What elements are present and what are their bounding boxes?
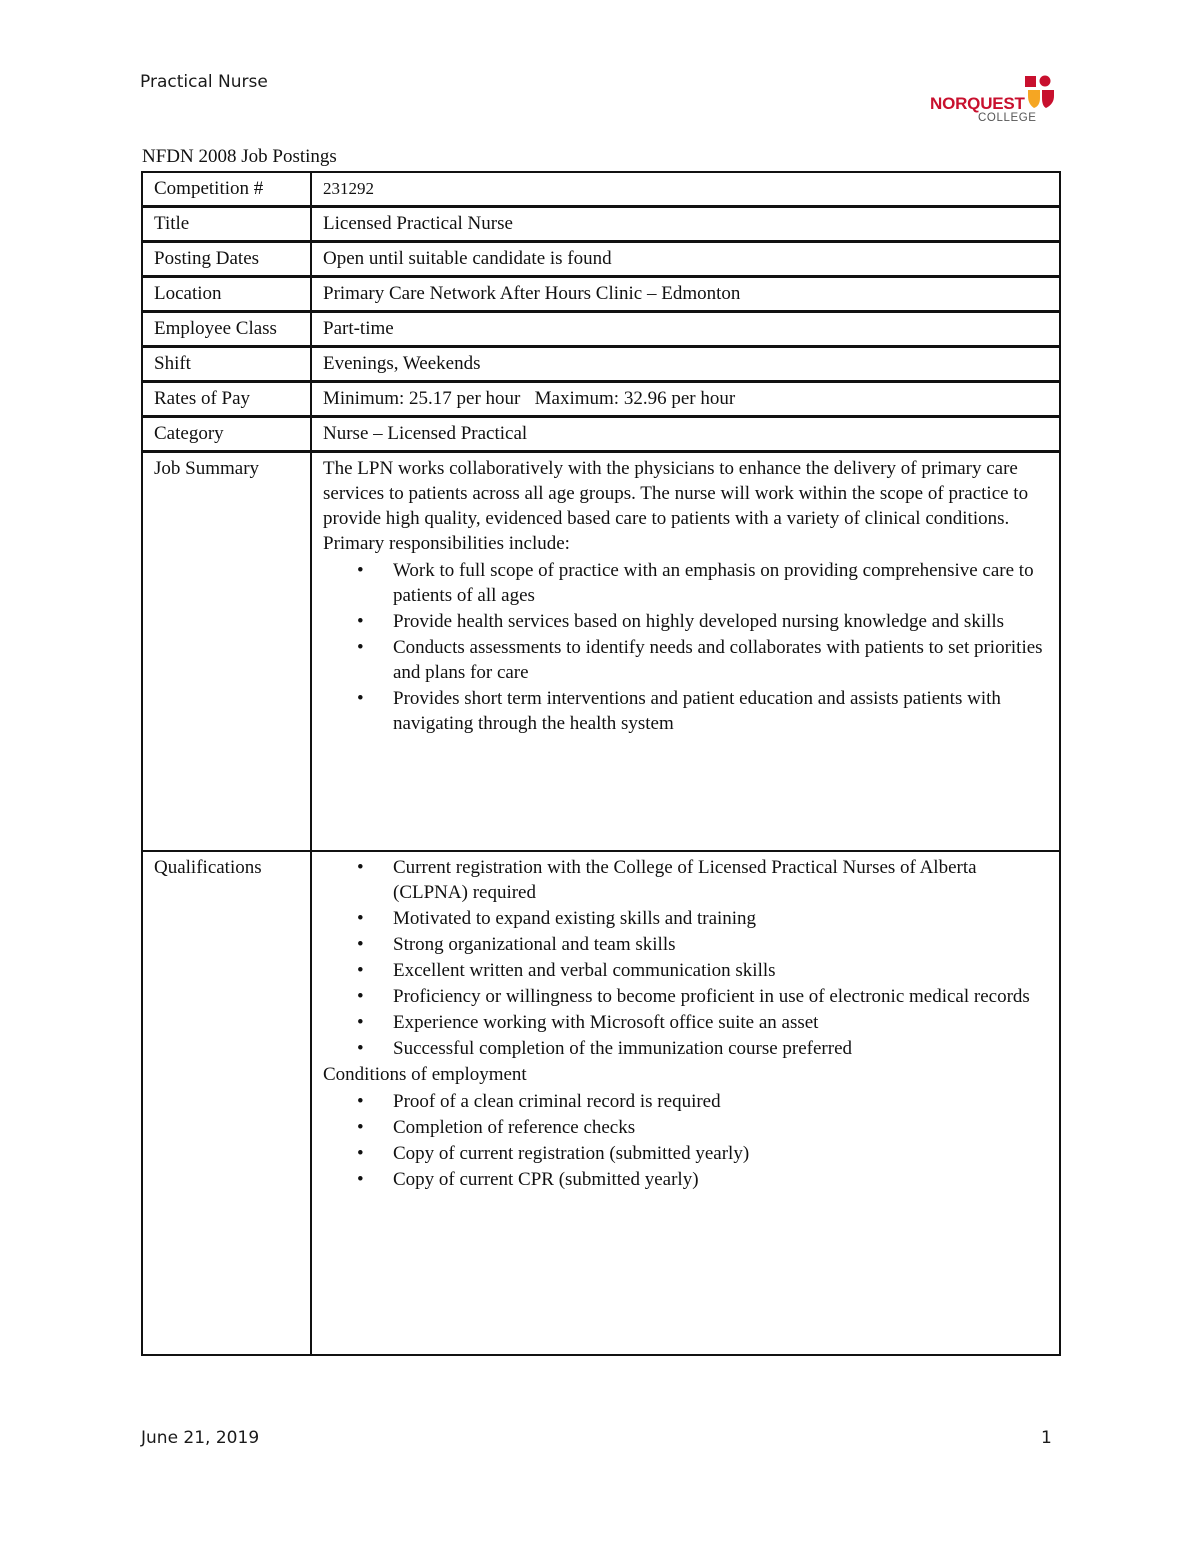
footer-date: June 21, 2019 — [141, 1428, 260, 1448]
responsibilities-list — [323, 558, 1049, 736]
logo-wordmark: NORQUEST — [930, 94, 1025, 113]
list-item: • Conducts assessments to identify needs and collaborates with patients to set priorities and plans for care — [393, 635, 1049, 685]
table-row — [142, 417, 1060, 452]
row-label-posting-dates: Posting Dates — [142, 242, 311, 277]
list-item: • Excellent written and verbal communication skills — [393, 958, 1049, 983]
row-label-location: Location — [142, 277, 311, 312]
row-label-category: Category — [142, 417, 311, 452]
norquest-college-logo — [930, 74, 1060, 130]
qualifications-list — [323, 855, 1049, 1061]
job-posting-table — [141, 171, 1061, 1356]
job-summary-intro: The LPN works collaboratively with the physicians to enhance the delivery of primary care services to patients across all age groups. The nurse will work within the scope of practice to provide high quality, evidenced based care to patients with a variety of clinical conditions. Primary responsibilities include: — [323, 458, 1029, 554]
table-row — [142, 452, 1060, 852]
list-item: • Completion of reference checks — [393, 1115, 1049, 1140]
list-item: • Motivated to expand existing skills and training — [393, 906, 1049, 931]
row-label-qualifications: Qualifications — [142, 851, 311, 1355]
conditions-list — [323, 1089, 1049, 1192]
row-label-rates-of-pay: Rates of Pay — [142, 382, 311, 417]
table-row — [142, 277, 1060, 312]
row-label-job-summary: Job Summary — [142, 452, 311, 852]
row-value-competition: 231292 — [311, 172, 1060, 207]
row-value-location: Primary Care Network After Hours Clinic – Edmonton — [311, 277, 1060, 312]
list-item: • Work to full scope of practice with an emphasis on providing comprehensive care to patients of all ages — [393, 558, 1049, 608]
conditions-heading: Conditions of employment — [323, 1064, 527, 1085]
row-value-qualifications — [311, 851, 1060, 1355]
list-item: • Proficiency or willingness to become proficient in use of electronic medical records — [393, 984, 1049, 1009]
document-title: NFDN 2008 Job Postings — [142, 146, 337, 167]
table-row — [142, 172, 1060, 207]
row-value-job-summary — [311, 452, 1060, 852]
list-item: • Copy of current registration (submitted yearly) — [393, 1141, 1049, 1166]
row-value-title: Licensed Practical Nurse — [311, 207, 1060, 242]
list-item: • Provides short term interventions and patient education and assists patients with navigating through the health system — [393, 686, 1049, 736]
logo-subtitle: COLLEGE — [978, 112, 1037, 124]
table-row — [142, 207, 1060, 242]
row-value-posting-dates: Open until suitable candidate is found — [311, 242, 1060, 277]
row-label-shift: Shift — [142, 347, 311, 382]
row-label-employee-class: Employee Class — [142, 312, 311, 347]
list-item: • Experience working with Microsoft office suite an asset — [393, 1010, 1049, 1035]
list-item: • Strong organizational and team skills — [393, 932, 1049, 957]
row-value-category: Nurse – Licensed Practical — [311, 417, 1060, 452]
row-label-competition: Competition # — [142, 172, 311, 207]
running-header: Practical Nurse — [140, 72, 268, 92]
logo-mark-icon — [1024, 74, 1058, 110]
list-item: • Proof of a clean criminal record is required — [393, 1089, 1049, 1114]
list-item: • Current registration with the College of Licensed Practical Nurses of Alberta (CLPNA) required — [393, 855, 1049, 905]
table-row — [142, 242, 1060, 277]
table-row — [142, 347, 1060, 382]
row-label-title: Title — [142, 207, 311, 242]
row-value-shift: Evenings, Weekends — [311, 347, 1060, 382]
table-row — [142, 382, 1060, 417]
table-row — [142, 312, 1060, 347]
page-number: 1 — [1041, 1428, 1052, 1448]
row-value-rates-of-pay: Minimum: 25.17 per hour Maximum: 32.96 per hour — [311, 382, 1060, 417]
list-item: • Provide health services based on highly developed nursing knowledge and skills — [393, 609, 1049, 634]
table-row — [142, 851, 1060, 1355]
list-item: • Copy of current CPR (submitted yearly) — [393, 1167, 1049, 1192]
row-value-employee-class: Part-time — [311, 312, 1060, 347]
list-item: • Successful completion of the immunization course preferred — [393, 1036, 1049, 1061]
